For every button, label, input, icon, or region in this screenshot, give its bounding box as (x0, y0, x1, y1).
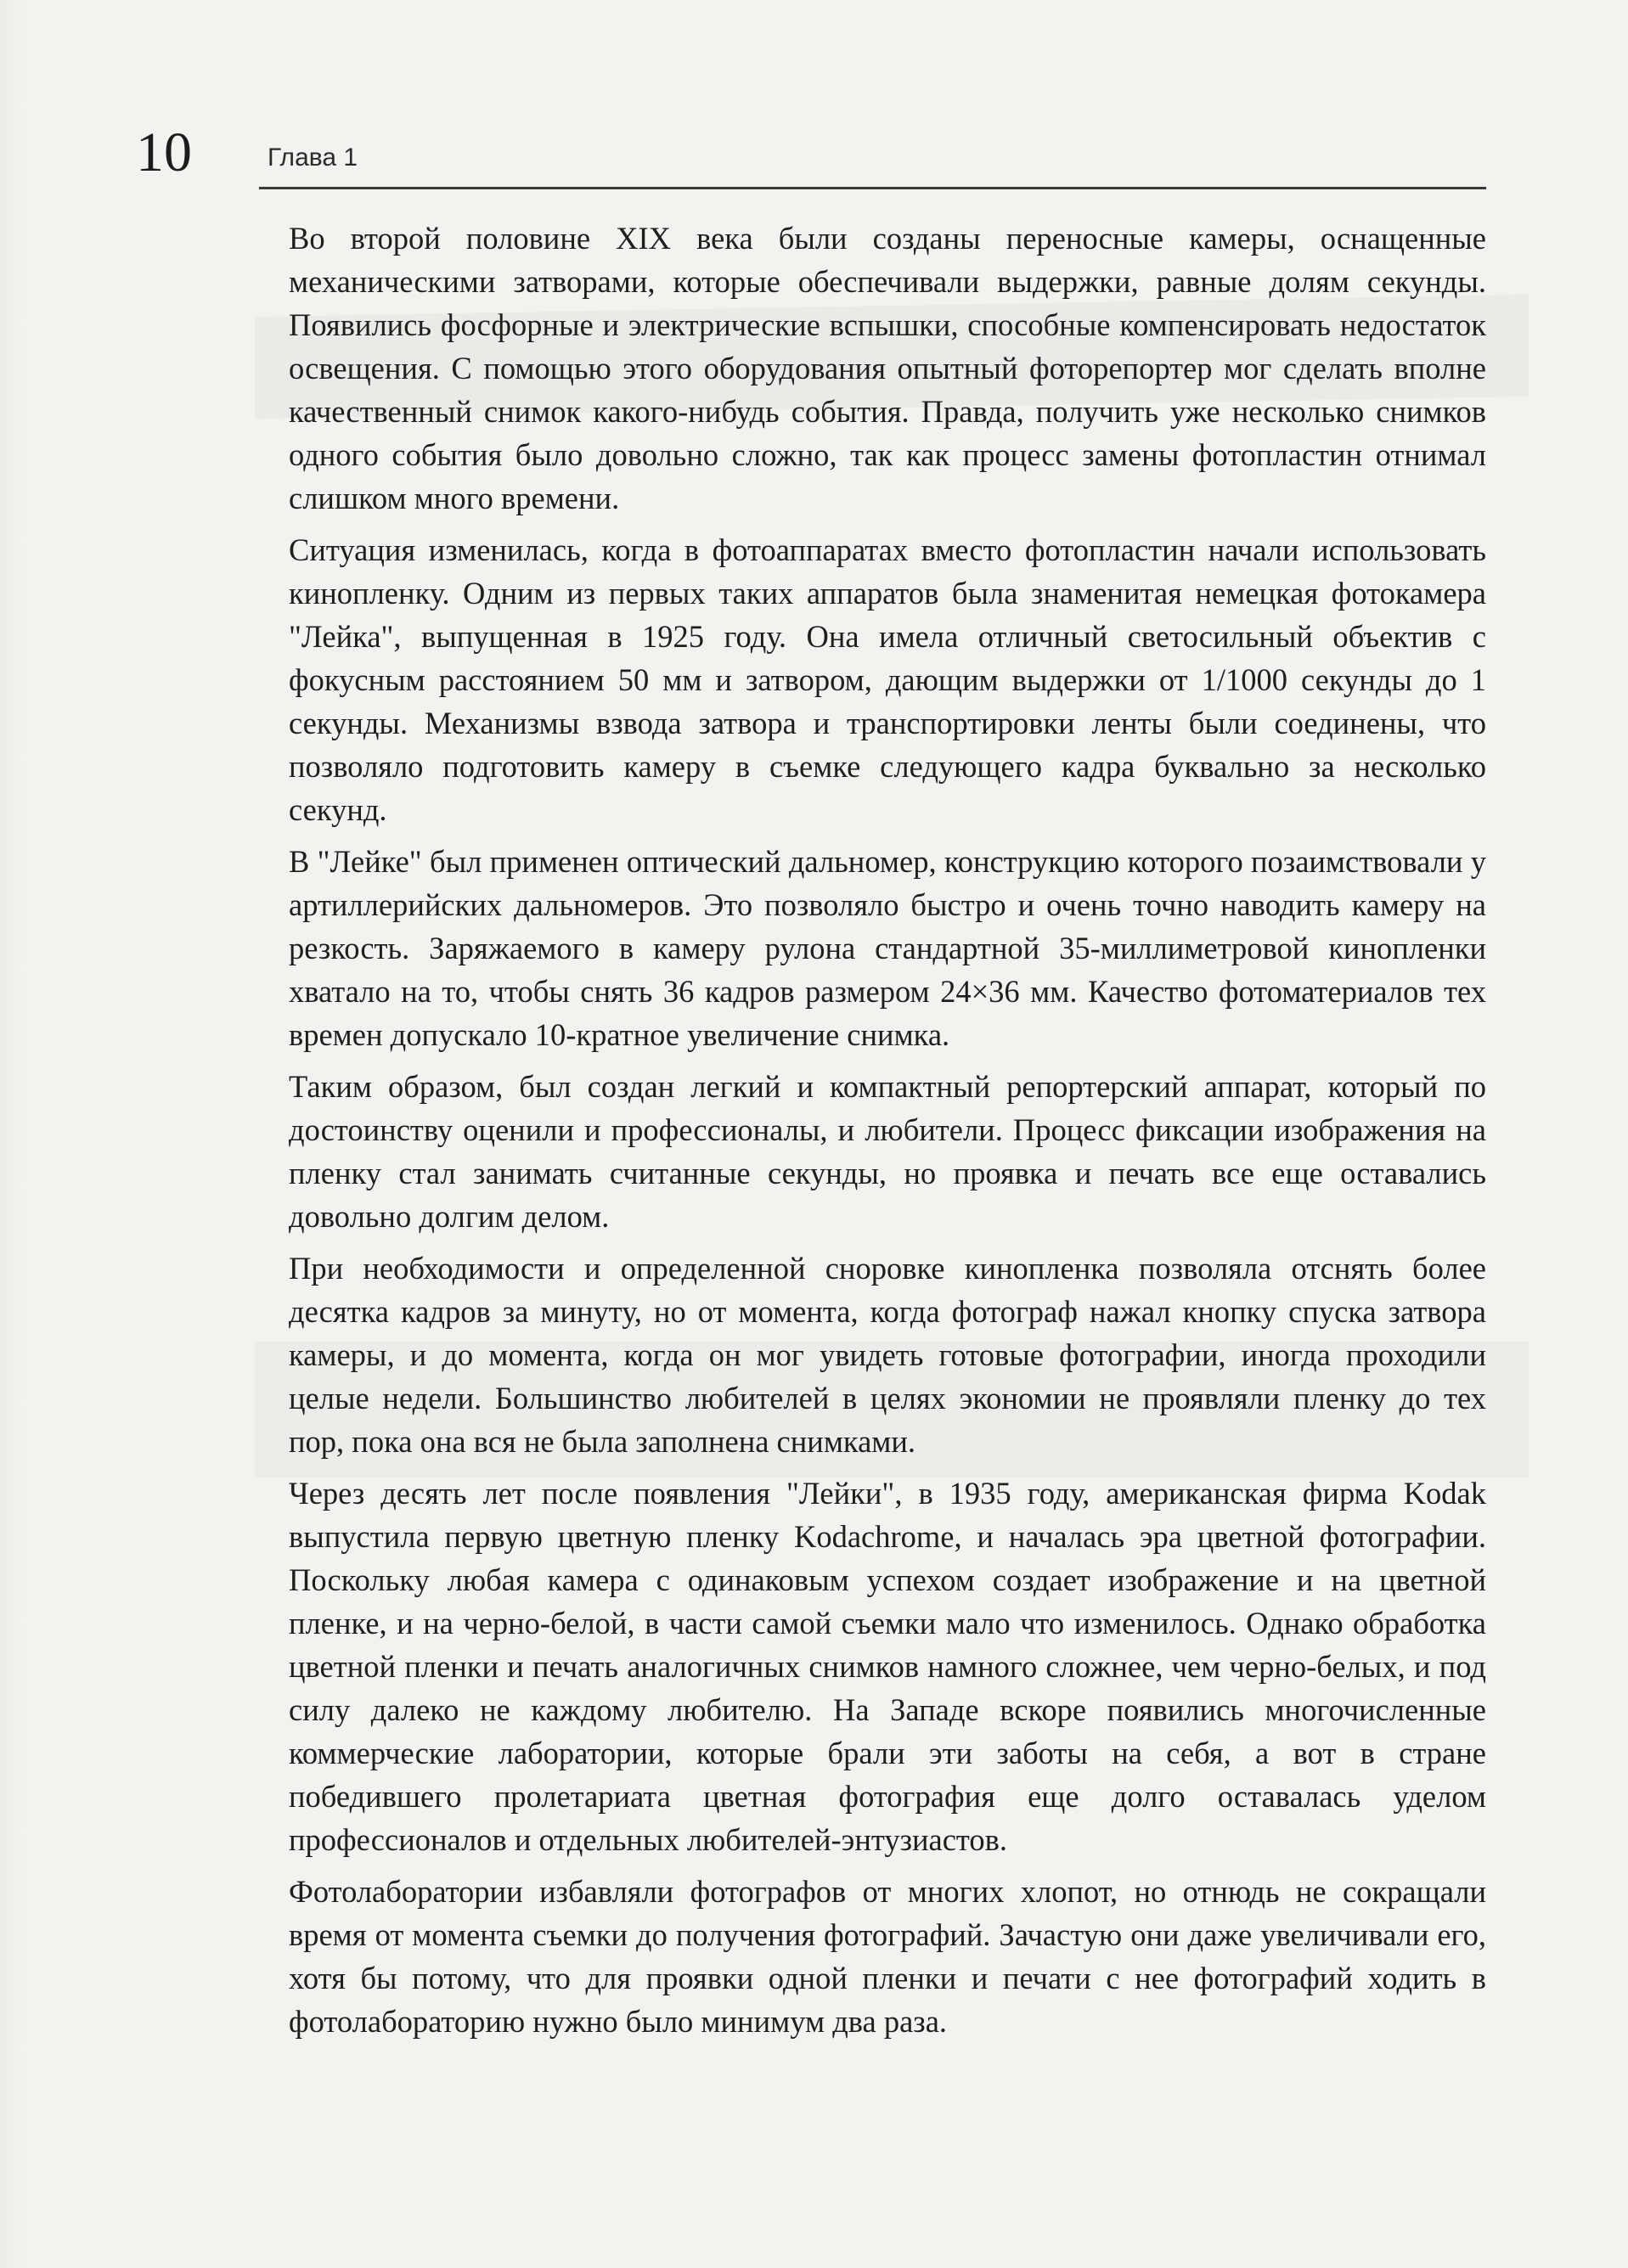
paragraph: Во второй половине XIX века были созданы переносные камеры, оснащенные механическими затворами, которые обеспечивали выдержки, равные долям секунды. Появились фосфорные и электрические вспышки, способные компенсировать недостаток освещения. С помощью этого оборудования опытный фоторепортер мог сделать вполне качественный снимок какого-нибудь события. Правда, получить уже несколько снимков одного события было довольно сложно, так как процесс замены фотопластин отнимал слишком много времени. (289, 221, 1486, 515)
paragraph: При необходимости и определенной сноровке кинопленка позволяла отснять более десятка кадров за минуту, но от момента, когда фотограф нажал кнопку спуска затвора камеры, и до момента, когда он мог увидеть готовые фотографии, иногда проходили целые недели. Большинство любителей в целях экономии не проявляли пленку до тех пор, пока она вся не была заполнена снимками. (289, 1251, 1486, 1459)
main-text (289, 217, 1486, 2051)
chapter-title: Глава 1 (268, 144, 358, 172)
running-header (127, 119, 1486, 187)
paragraph: Через десять лет после появления "Лейки", в 1935 году, американская фирма Kodak выпустила первую цветную пленку Kodachrome, и началась эра цветной фотографии. Поскольку любая камера с одинаковым успехом создает изображение и на цветной пленке, и на черно-белой, в части самой съемки мало что изменилось. Однако обработка цветной пленки и печать аналогичных снимков намного сложнее, чем черно-белых, и под силу далеко не каждому любителю. На Западе вскоре появились многочисленные коммерческие лаборатории, которые брали эти заботы на себя, а вот в стране победившего пролетариата цветная фотография еще долго оставалась уделом профессионалов и отдельных любителей-энтузиастов. (289, 1476, 1486, 1857)
page-number: 10 (136, 121, 192, 183)
paragraph: Ситуация изменилась, когда в фотоаппаратах вместо фотопластин начали использовать кинопленку. Одним из первых таких аппаратов была знаменитая немецкая фотокамера "Лейка", выпущенная в 1925 году. Она имела отличный светосильный объектив с фокусным расстоянием 50 мм и затвором, дающим выдержки от 1/1000 секунды до 1 секунды. Механизмы взвода затвора и транспортировки ленты были соединены, что позволяло подготовить камеру в съемке следующего кадра буквально за несколько секунд. (289, 532, 1486, 827)
paragraph: В "Лейке" был применен оптический дальномер, конструкцию которого позаимствовали у артиллерийских дальномеров. Это позволяло быстро и очень точно наводить камеру на резкость. Заряжаемого в камеру рулона стандартной 35-миллиметровой кинопленки хватало на то, чтобы снять 36 кадров размером 24×36 мм. Качество фотоматериалов тех времен допускало 10-кратное увеличение снимка. (289, 844, 1486, 1052)
paragraph: Фотолаборатории избавляли фотографов от многих хлопот, но отнюдь не сокращали время от момента съемки до получения фотографий. Зачастую они даже увеличивали его, хотя бы потому, что для проявки одной пленки и печати с нее фотографий ходить в фотолабораторию нужно было минимум два раза. (289, 1874, 1486, 2039)
paragraph: Таким образом, был создан легкий и компактный репортерский аппарат, который по достоинству оценили и профессионалы, и любители. Процесс фиксации изображения на пленку стал занимать считанные секунды, но проявка и печать все еще оставались довольно долгим делом. (289, 1069, 1486, 1234)
header-divider (259, 187, 1486, 189)
